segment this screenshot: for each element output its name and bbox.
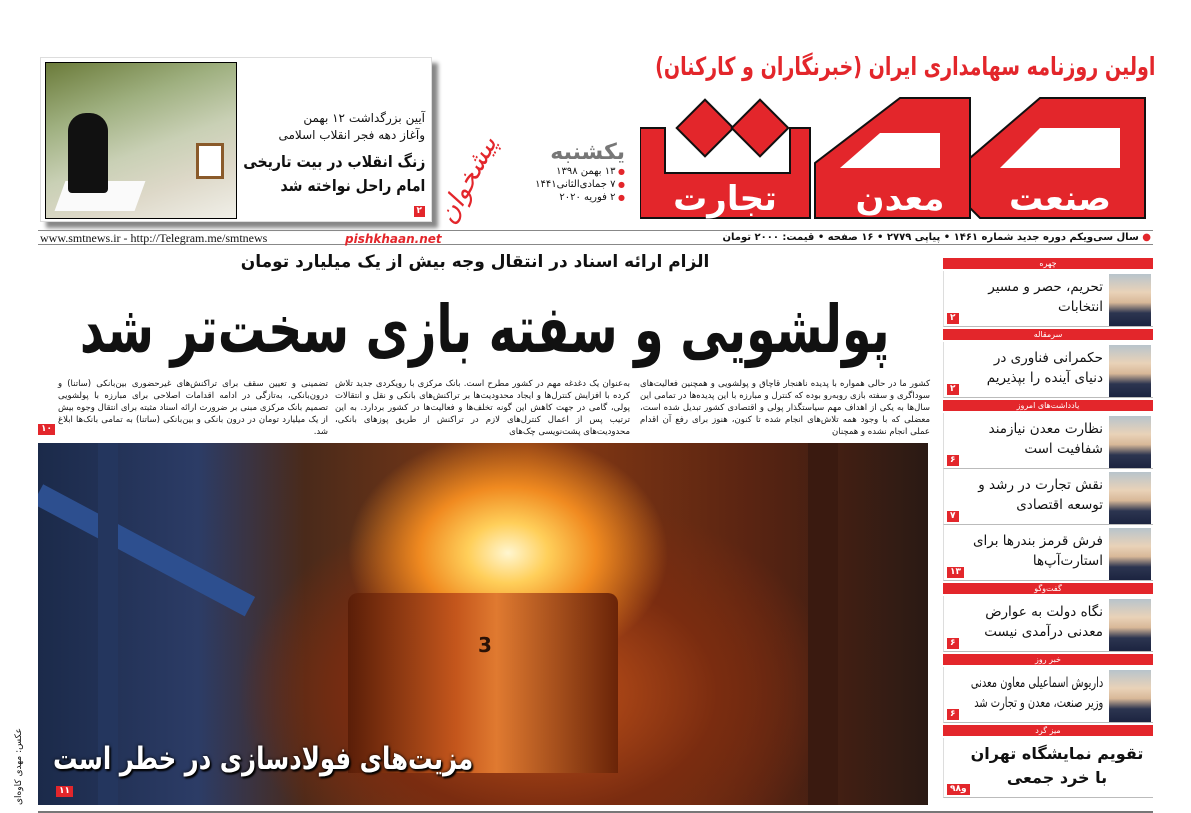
author-photo	[1109, 670, 1151, 722]
masthead-slogan-wrap	[655, 52, 1155, 81]
article-column-2: به‌عنوان یک دغدغه مهم در کشور مطرح است. بانک مرکزی با رویکردی جدید تلاش کرده با افزایش کنترل‌ها و ایجاد محدودیت‌ها بر تراکنش‌های بانکی و نقل و انتقالات پولی، گامی در جهت کاهش این گونه تخلف‌ها و فعالیت‌ها در کشور بردارد. به این ترتیب پس از اعمال کنترل‌های لازم در تراکنش از طریق پوزهای بانکی، محدودیت‌های پشت‌نویسی چک‌های	[335, 379, 630, 437]
sidebar-item[interactable]	[943, 271, 1153, 327]
lead-subhead-wrap	[230, 252, 720, 272]
lead-subhead: الزام ارائه اسناد در انتقال وجه بیش از یک میلیارد تومان	[240, 252, 710, 272]
item-title: نظارت معدن نیازمند شفافیت است	[988, 421, 1103, 457]
item-title: داریوش اسماعیلی معاون معدنی وزیر صنعت، معدن و تجارت شد	[970, 675, 1103, 711]
page-badge: ۲	[947, 313, 959, 324]
author-photo	[1109, 345, 1151, 397]
website-links[interactable]: www.smtnews.ir - http://Telegram.me/smtnews	[40, 231, 268, 245]
section-header: سرمقاله	[943, 329, 1153, 340]
date-hijri: ● ۷ جمادی‌الثانی۱۴۴۱	[505, 178, 625, 191]
logo-word-tejarat: تجارت	[673, 179, 777, 219]
page-badge: ۶	[947, 638, 959, 649]
sidebar-item[interactable]	[943, 342, 1153, 398]
author-photo	[1109, 528, 1151, 580]
page-badge: ۲	[414, 206, 426, 217]
article-column-1: کشور ما در حالی همواره با پدیده ناهنجار قاچاق و پولشویی و همچنین فعالیت‌های سوداگری و سفته بازی روبه‌رو بوده که کنترل و مبارزه با این پدیده‌ها در تمامی این سال‌ها به یکی از اهداف مهم سیاستگذار پولی و اقتصادی کشور تبدیل شده است، معضلی که با وجود همه تلاش‌های انجام شده تا کنون، هنوز برای رفع آن اقدام عملی انجام نشده و همچنان	[640, 379, 930, 437]
item-title: نگاه دولت به عوارض معدنی درآمدی نیست	[984, 604, 1103, 640]
section-header: گفت‌وگو	[943, 583, 1153, 594]
masthead-slogan: اولین روزنامه سهامداری ایران (خبرنگاران و کارکنان)	[654, 52, 1155, 81]
item-title: نقش تجارت در رشد و توسعه اقتصادی	[978, 477, 1103, 513]
weekday: یکشنبه	[550, 140, 625, 165]
lead-headline-wrap[interactable]	[80, 290, 890, 370]
item-title: تقویم نمایشگاه تهران با خرد جمعی	[970, 744, 1144, 787]
sidebar	[943, 256, 1153, 798]
page-badge: ۶	[947, 709, 959, 720]
sidebar-item[interactable]	[943, 469, 1153, 525]
section-header: یادداشت‌های امروز	[943, 400, 1153, 411]
author-photo	[1109, 416, 1151, 468]
promo-box[interactable]	[40, 57, 432, 222]
watermark-url: pishkhaan.net	[345, 232, 442, 246]
page-badge: ۶	[947, 455, 959, 466]
photo-credit: عکس: مهدی کاوه‌ای	[14, 728, 24, 805]
page-badge: ۱۳	[947, 567, 964, 578]
watermark: پیشخوان	[432, 131, 504, 229]
promo-photo	[45, 62, 237, 219]
lead-headline[interactable]: پولشویی و سفته بازی سخت‌تر شد	[80, 291, 890, 368]
date-shamsi: ● ۱۳ بهمن ۱۳۹۸	[505, 165, 625, 178]
item-title: فرش قرمز بندرها برای استارت‌آپ‌ها	[972, 533, 1103, 569]
sidebar-item[interactable]	[943, 525, 1153, 581]
author-photo	[1109, 599, 1151, 651]
sidebar-item[interactable]	[943, 667, 1153, 723]
page-badge: ۷	[947, 511, 959, 522]
section-header: خبر روز	[943, 654, 1153, 665]
promo-title[interactable]: زنگ انقلاب در بیت تاریخی امام راحل نواخته شد	[242, 152, 425, 195]
lead-photo[interactable]	[38, 443, 928, 805]
section-header: میز گرد	[943, 725, 1153, 736]
logo-word-sanat: صنعت	[1009, 179, 1111, 219]
logo-word-madan: معدن	[855, 179, 945, 219]
ladle-number: 3	[478, 633, 492, 657]
promo-kicker-2: وآغاز دهه فجر انقلاب اسلامی	[278, 128, 425, 142]
date-box	[505, 140, 625, 204]
item-title: تحریم، حصر و مسیر انتخابات	[988, 279, 1103, 315]
page-badge: ۱۰	[38, 424, 55, 435]
page-badge: ۱۱	[56, 786, 73, 797]
sidebar-item[interactable]	[943, 596, 1153, 652]
author-photo	[1109, 274, 1151, 326]
page-badge: ۲	[947, 384, 959, 395]
section-header: چهره	[943, 258, 1153, 269]
sidebar-item[interactable]	[943, 738, 1153, 798]
item-title: حکمرانی فناوری در دنیای آینده را بپذیریم	[986, 350, 1103, 386]
issue-info: ● سال سی‌ویکم دوره جدید شماره ۱۴۶۱ • پیاپی ۲۷۷۹ • ۱۶ صفحه • قیمت: ۲۰۰۰ تومان	[723, 232, 1151, 243]
article-column-3: تضمینی و تعیین سقف برای تراکنش‌های غیرحضوری بین‌بانکی (ساتنا) و درون‌بانکی، به‌تازگی در ادامه اقدامات اصلاحی برای مبارزه با پولشویی تصمیم بانک مرکزی مبنی بر ضرورت ارائه اسناد مثبته برای انتقال وجوه بیش از یک میلیارد تومان در درون بانکی و بین‌بانکی (ساتنا) به تمامی بانک‌ها ابلاغ شد.	[58, 379, 328, 437]
date-gregorian: ● ۲ فوریه ۲۰۲۰	[505, 191, 625, 204]
photo-caption[interactable]: مزیت‌های فولادسازی در خطر است	[52, 741, 473, 777]
page-badge: ۹و۸	[947, 784, 970, 795]
author-photo	[1109, 472, 1151, 524]
newspaper-logo	[640, 88, 1155, 223]
promo-kicker: آیین بزرگداشت ۱۲ بهمن	[303, 111, 425, 125]
sidebar-item[interactable]	[943, 413, 1153, 469]
